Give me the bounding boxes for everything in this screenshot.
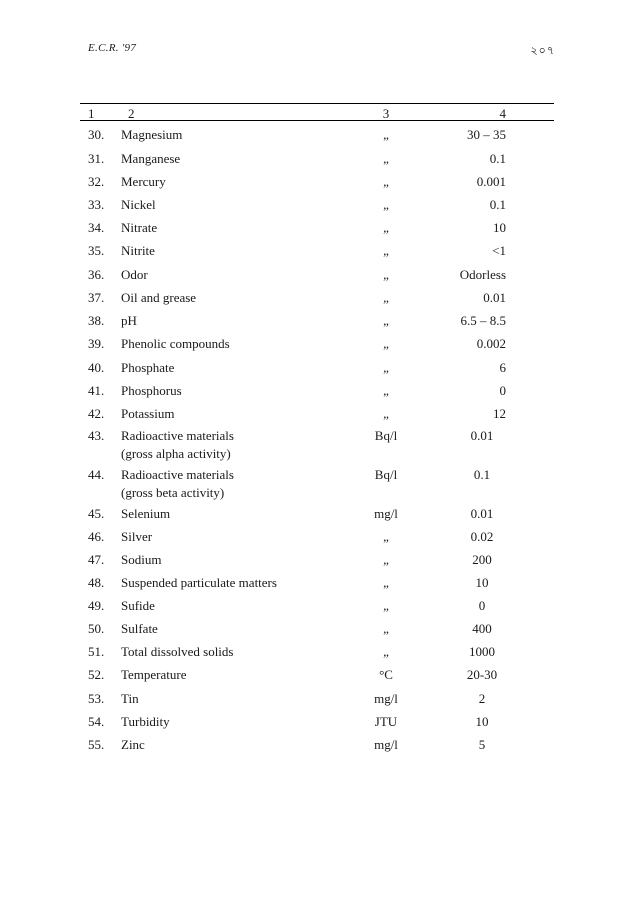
unit: mg/l xyxy=(374,691,398,706)
parameter-name: Potassium xyxy=(121,406,175,421)
standard-value: 10 xyxy=(493,220,506,235)
parameter-name: Oil and grease xyxy=(121,290,197,305)
parameter-name: Phenolic compounds xyxy=(121,336,230,351)
parameter-name: Total dissolved solids xyxy=(121,644,234,659)
parameter-subtitle: (gross beta activity) xyxy=(121,485,225,500)
parameter-name: Phosphate xyxy=(121,360,175,375)
unit: „ xyxy=(383,267,389,282)
parameter-name: Sodium xyxy=(121,552,162,567)
row-number: 46. xyxy=(88,529,105,544)
parameter-name: Silver xyxy=(121,529,153,544)
row-number: 49. xyxy=(88,598,105,613)
page-header-left: E.C.R. '97 xyxy=(88,42,137,54)
standard-value: 12 xyxy=(493,406,506,421)
table-top-rule xyxy=(80,103,554,104)
row-number: 42. xyxy=(88,406,105,421)
standard-value: 6 xyxy=(499,360,506,375)
row-number: 43. xyxy=(88,428,105,443)
parameter-name: Nickel xyxy=(121,197,156,212)
unit: „ xyxy=(383,220,389,235)
row-number: 44. xyxy=(88,467,105,482)
row-number: 39. xyxy=(88,336,105,351)
unit: °C xyxy=(379,667,393,682)
column-header-4: 4 xyxy=(499,106,506,121)
standard-value: 200 xyxy=(472,552,492,567)
row-number: 31. xyxy=(88,151,105,166)
row-number: 40. xyxy=(88,360,105,375)
parameter-name: Radioactive materials xyxy=(121,428,234,443)
parameter-name: Turbidity xyxy=(121,714,170,729)
row-number: 50. xyxy=(88,621,105,636)
unit: „ xyxy=(383,174,389,189)
row-number: 33. xyxy=(88,197,105,212)
parameter-name: pH xyxy=(121,313,137,328)
standard-value: 1000 xyxy=(469,644,495,659)
table-header-rule xyxy=(80,120,554,121)
standard-value: 0.001 xyxy=(476,174,506,189)
column-header-3: 3 xyxy=(382,106,390,121)
parameter-name: Mercury xyxy=(121,174,166,189)
parameter-name: Suspended particulate matters xyxy=(121,575,277,590)
row-number: 30. xyxy=(88,127,105,142)
standard-value: 6.5 – 8.5 xyxy=(460,313,506,328)
unit: „ xyxy=(383,644,389,659)
parameter-name: Zinc xyxy=(121,737,145,752)
unit: „ xyxy=(383,575,389,590)
parameter-name: Magnesium xyxy=(121,127,183,142)
row-number: 54. xyxy=(88,714,105,729)
row-number: 53. xyxy=(88,691,105,706)
row-number: 51. xyxy=(88,644,105,659)
standard-value: 0.1 xyxy=(489,151,506,166)
row-number: 45. xyxy=(88,506,105,521)
standard-value: 0.1 xyxy=(489,197,506,212)
unit: „ xyxy=(383,360,389,375)
standard-value: 10 xyxy=(475,575,489,590)
parameter-name: Nitrate xyxy=(121,220,158,235)
row-number: 48. xyxy=(88,575,105,590)
row-number: 34. xyxy=(88,220,105,235)
unit: mg/l xyxy=(374,506,398,521)
parameter-name: Tin xyxy=(121,691,139,706)
standard-value: 0.1 xyxy=(473,467,491,482)
standard-value: 30 – 35 xyxy=(467,127,506,142)
row-number: 35. xyxy=(88,243,105,258)
standard-value: 0.01 xyxy=(483,290,506,305)
standard-value: 0 xyxy=(499,383,506,398)
parameter-name: Selenium xyxy=(121,506,171,521)
unit: „ xyxy=(383,151,389,166)
parameter-name: Sufide xyxy=(121,598,155,613)
standard-value: Odorless xyxy=(459,267,506,282)
unit: „ xyxy=(383,383,389,398)
standard-value: 0 xyxy=(478,598,486,613)
unit: „ xyxy=(383,621,389,636)
row-number: 47. xyxy=(88,552,105,567)
unit: „ xyxy=(383,243,389,258)
standard-value: 10 xyxy=(475,714,489,729)
parameter-subtitle: (gross alpha activity) xyxy=(121,446,231,461)
standard-value: 5 xyxy=(478,737,486,752)
parameter-name: Phosphorus xyxy=(121,383,182,398)
row-number: 52. xyxy=(88,667,105,682)
page-number: ২০৭ xyxy=(530,45,555,57)
column-header-1: 1 xyxy=(88,106,95,121)
unit: „ xyxy=(383,598,389,613)
unit: JTU xyxy=(374,714,398,729)
standard-value: 20-30 xyxy=(466,667,498,682)
row-number: 37. xyxy=(88,290,105,305)
unit: mg/l xyxy=(374,737,398,752)
unit: „ xyxy=(383,313,389,328)
standard-value: 0.01 xyxy=(470,506,494,521)
standard-value: 0.01 xyxy=(470,428,494,443)
standard-value: 0.002 xyxy=(476,336,506,351)
parameter-name: Radioactive materials xyxy=(121,467,234,482)
unit: „ xyxy=(383,529,389,544)
row-number: 38. xyxy=(88,313,105,328)
standard-value: 0.02 xyxy=(470,529,494,544)
column-header-2: 2 xyxy=(128,106,135,121)
unit: „ xyxy=(383,290,389,305)
unit: Bq/l xyxy=(374,467,398,482)
parameter-name: Temperature xyxy=(121,667,187,682)
unit: „ xyxy=(383,127,389,142)
standard-value: <1 xyxy=(492,243,506,258)
unit: „ xyxy=(383,197,389,212)
standard-value: 400 xyxy=(472,621,492,636)
parameter-name: Manganese xyxy=(121,151,181,166)
standard-value: 2 xyxy=(478,691,486,706)
unit: Bq/l xyxy=(374,428,398,443)
unit: „ xyxy=(383,406,389,421)
row-number: 41. xyxy=(88,383,105,398)
parameter-name: Nitrite xyxy=(121,243,155,258)
row-number: 36. xyxy=(88,267,105,282)
row-number: 55. xyxy=(88,737,105,752)
parameter-name: Sulfate xyxy=(121,621,158,636)
unit: „ xyxy=(383,336,389,351)
row-number: 32. xyxy=(88,174,105,189)
unit: „ xyxy=(383,552,389,567)
parameter-name: Odor xyxy=(121,267,148,282)
